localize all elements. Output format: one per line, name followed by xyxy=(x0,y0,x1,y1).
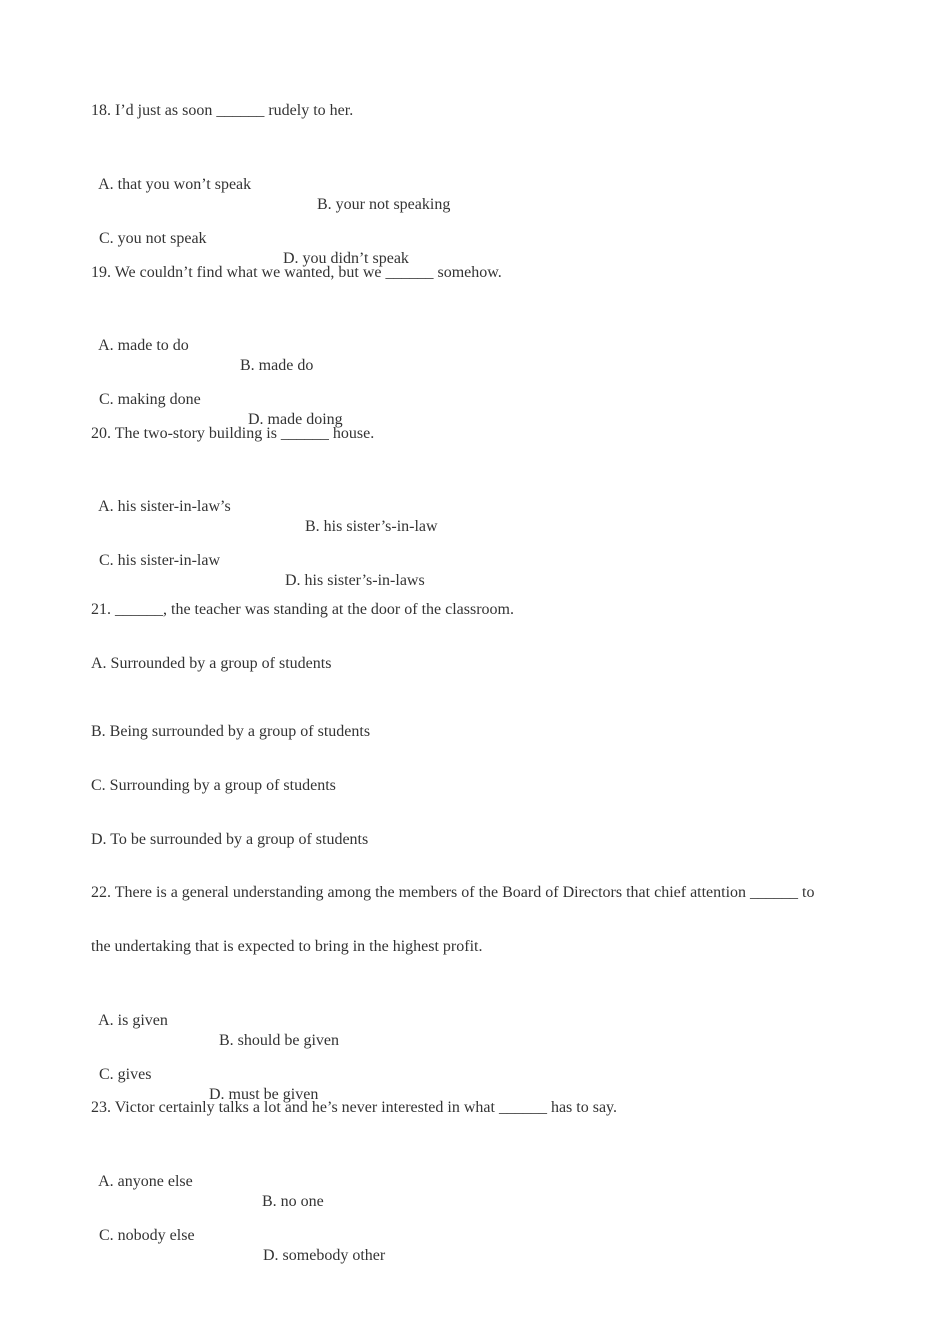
question-20-options-row-1 xyxy=(91,477,438,535)
option-a: A. made to do xyxy=(98,337,189,354)
option-a: A. his sister-in-law’s xyxy=(98,498,231,515)
option-c: C. his sister-in-law xyxy=(99,552,220,569)
option-b: B. your not speaking xyxy=(317,196,451,213)
option-d: D. made doing xyxy=(248,411,343,428)
question-20-options-row-2 xyxy=(91,531,425,589)
question-22-stem-line-1: 22. There is a general understanding among the members of the Board of Directors that chief attention ______ to xyxy=(91,884,815,901)
option-c: C. making done xyxy=(99,391,201,408)
question-22-options-row-2 xyxy=(91,1045,319,1103)
question-18-stem: 18. I’d just as soon ______ rudely to her. xyxy=(91,102,354,119)
option-c: C. you not speak xyxy=(99,230,207,247)
question-21-option-d: D. To be surrounded by a group of students xyxy=(91,831,369,848)
question-21-option-b: B. Being surrounded by a group of students xyxy=(91,723,371,740)
option-c: C. nobody else xyxy=(99,1227,195,1244)
question-23-stem: 23. Victor certainly talks a lot and he’s never interested in what ______ has to say. xyxy=(91,1099,618,1116)
question-19-stem: 19. We couldn’t find what we wanted, but we ______ somehow. xyxy=(91,264,502,281)
option-b: B. should be given xyxy=(219,1032,339,1049)
question-18-options-row-2 xyxy=(91,209,409,267)
question-19-options-row-2 xyxy=(91,370,343,428)
option-a: A. that you won’t speak xyxy=(98,176,252,193)
question-19-options-row-1 xyxy=(91,316,314,374)
option-c: C. gives xyxy=(99,1066,152,1083)
option-a: A. anyone else xyxy=(98,1173,193,1190)
question-23-options-row-2 xyxy=(91,1206,386,1264)
question-18-options-row-1 xyxy=(91,155,451,213)
question-23-options-row-1 xyxy=(91,1152,324,1210)
question-20-stem: 20. The two-story building is ______ house. xyxy=(91,425,375,442)
option-a: A. is given xyxy=(98,1012,168,1029)
option-b: B. his sister’s-in-law xyxy=(305,518,438,535)
question-22-options-row-1 xyxy=(91,991,339,1049)
option-d: D. somebody other xyxy=(263,1247,386,1264)
option-b: B. made do xyxy=(240,357,314,374)
question-22-stem-line-2: the undertaking that is expected to bring in the highest profit. xyxy=(91,938,483,955)
question-21-option-c: C. Surrounding by a group of students xyxy=(91,777,336,794)
question-21-option-a: A. Surrounded by a group of students xyxy=(91,655,332,672)
question-21-stem: 21. ______, the teacher was standing at the door of the classroom. xyxy=(91,601,514,618)
option-d: D. you didn’t speak xyxy=(283,250,409,267)
option-b: B. no one xyxy=(262,1193,324,1210)
option-d: D. his sister’s-in-laws xyxy=(285,572,425,589)
option-d: D. must be given xyxy=(209,1086,319,1103)
